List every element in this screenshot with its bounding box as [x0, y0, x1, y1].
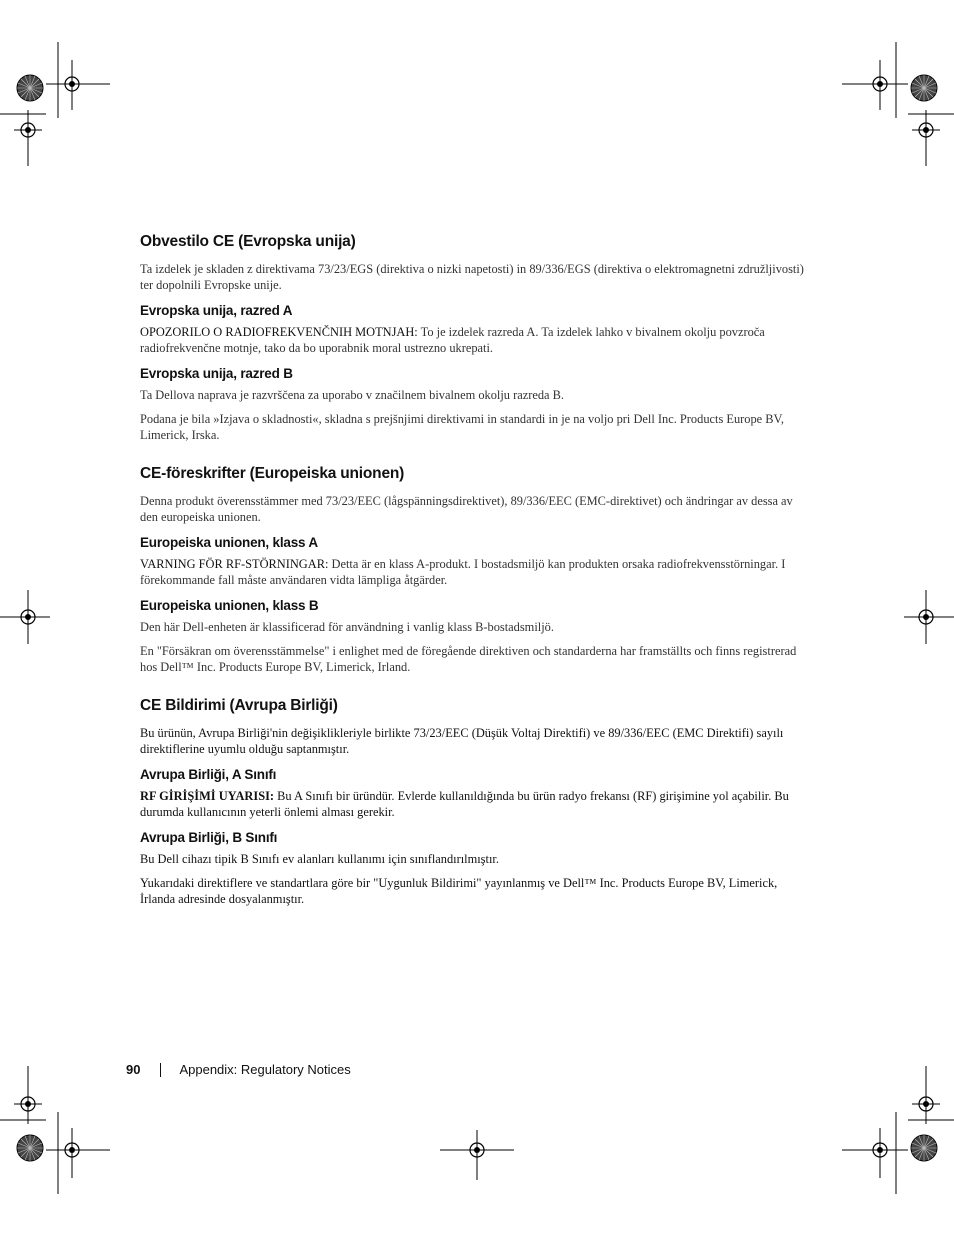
subsection-title: Europeiska unionen, klass B — [140, 598, 319, 613]
star-target-icon — [17, 75, 43, 101]
star-target-icon — [17, 1135, 43, 1161]
class-b-text: Den här Dell-enheten är klassificerad för användning i vanlig klass B-bostadsmiljö. — [140, 620, 554, 634]
class-b-text: Bu Dell cihazı tipik B Sınıfı ev alanları kullanımı için sınıflandırılmıştır. — [140, 852, 499, 866]
subsection-title: Avrupa Birliği, A Sınıfı — [140, 767, 277, 782]
section-intro: Denna produkt överensstämmer med 73/23/EEC (lågspänningsdirektivet), 89/336/EEC (EMC-direktivet) och ändringar av dessa av den europeiska unionen. — [140, 494, 793, 524]
section-title: Obvestilo CE (Evropska unija) — [140, 233, 356, 250]
subsection-title: Europeiska unionen, klass A — [140, 535, 318, 550]
section-turkish — [140, 697, 810, 907]
class-a-notice — [140, 556, 810, 588]
section-title: CE-föreskrifter (Europeiska unionen) — [140, 465, 405, 482]
page-number: 90 — [126, 1062, 141, 1077]
section-title: CE Bildirimi (Avrupa Birliği) — [140, 697, 338, 714]
declaration-text: Yukarıdaki direktiflere ve standartlara göre bir "Uygunluk Bildirimi" yayınlanmış ve Dell™ Inc. Products Europe BV, Limerick, İrlanda adresinde dosyalanmıştır. — [140, 876, 778, 906]
section-slovenian — [140, 233, 810, 443]
page-content — [140, 233, 810, 929]
section-intro: Bu ürünün, Avrupa Birliği'nin değişiklikleriyle birlikte 73/23/EEC (Düşük Voltaj Direktifi) ve 89/336/EEC (EMC Direktifi) sayılı direktiflerine uyumlu olduğu saptanmıştır. — [140, 726, 784, 756]
star-target-icon — [911, 75, 937, 101]
declaration-text: Podana je bila »Izjava o skladnosti«, skladna s prejšnjimi direktivami in standardi in je na voljo pri Dell Inc. Products Europe BV, Limerick, Irska. — [140, 412, 784, 442]
page-footer — [126, 1062, 351, 1077]
footer-section-title: Appendix: Regulatory Notices — [179, 1062, 351, 1077]
section-swedish — [140, 465, 810, 675]
subsection-title: Evropska unija, razred B — [140, 366, 293, 381]
class-a-notice — [140, 324, 810, 356]
star-target-icon — [911, 1135, 937, 1161]
declaration-text: En "Försäkran om överensstämmelse" i enlighet med de föregående direktiven och standarderna har framställts och finns registrerad hos Dell™ Inc. Products Europe BV, Limerick, Irland. — [140, 644, 797, 674]
section-intro: Ta izdelek je skladen z direktivama 73/23/EGS (direktiva o nizki napetosti) in 89/336/EGS (direktiva o elektromagnetni združljivosti) ter dopolnili Evropske unije. — [140, 262, 804, 292]
warning-text: Bu A Sınıfı bir üründür. Evlerde kullanıldığında bu ürün radyo frekansı (RF) girişimine yol açabilir. Bu durumda kullanıcının yeterli önlemi alması gerekir. — [140, 789, 789, 819]
subsection-title: Evropska unija, razred A — [140, 303, 293, 318]
warning-text: Detta är en klass A-produkt. I bostadsmiljö kan produkten orsaka radiofrekvensstörningar. I förekommande fall måste användaren vidta lämpliga åtgärder. — [140, 557, 786, 587]
warning-lead: OPOZORILO O RADIOFREKVENČNIH MOTNJAH: — [140, 325, 418, 339]
warning-lead: VARNING FÖR RF-STÖRNINGAR: — [140, 557, 329, 571]
warning-text: To je izdelek razreda A. Ta izdelek lahko v bivalnem okolju povzroča radiofrekvenčne motnje, tako da bo uporabnik moral ustrezno ukrepati. — [140, 325, 765, 355]
warning-lead: RF GİRİŞİMİ UYARISI: — [140, 789, 275, 803]
footer-divider — [160, 1063, 161, 1077]
class-b-text: Ta Dellova naprava je razvrščena za uporabo v značilnem bivalnem okolju razreda B. — [140, 388, 565, 402]
subsection-title: Avrupa Birliği, B Sınıfı — [140, 830, 278, 845]
class-a-notice — [140, 788, 810, 820]
